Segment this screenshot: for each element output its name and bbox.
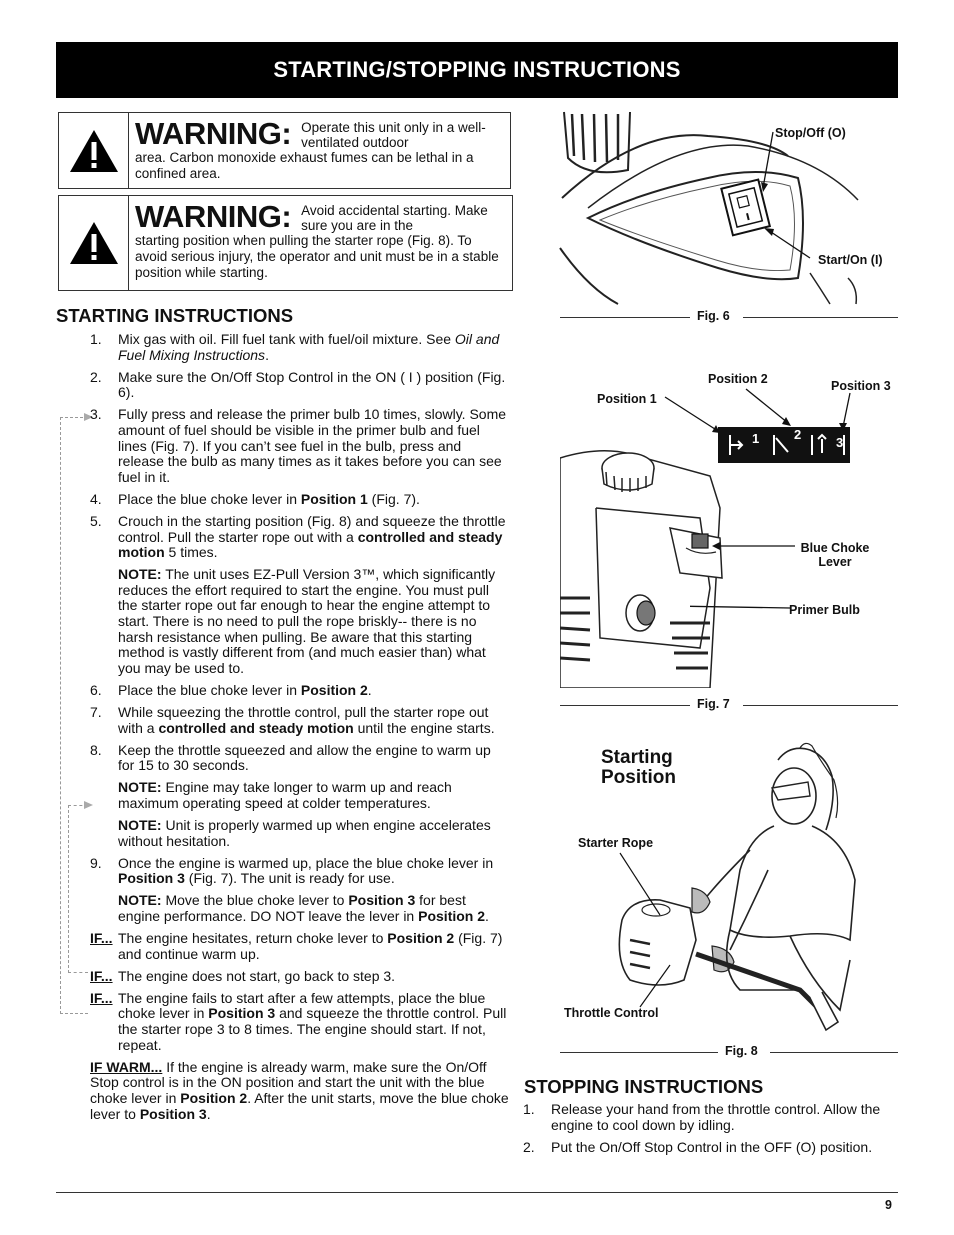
stopping-steps	[523, 1102, 903, 1162]
fig7-rule-left	[560, 705, 690, 706]
if-warm: IF WARM... If the engine is already warm, make sure the On/Off Stop control is in the ON position and start the unit with the blue choke lever in Position 2. After the unit starts, move the blue choke lever to Position 3.	[90, 1058, 509, 1122]
banner-title: STARTING/STOPPING INSTRUCTIONS	[273, 57, 681, 82]
step-7: 7. While squeezing the throttle control, pull the starter rope out with a controlled and steady motion until the engine starts.	[90, 703, 495, 736]
callout-throttle-control: Throttle Control	[564, 1006, 659, 1020]
loop-bracket-note	[68, 805, 88, 973]
fig7-rule-right	[743, 705, 898, 706]
stop-step-2: 2. Put the On/Off Stop Control in the OFF (O) position.	[523, 1138, 873, 1155]
starting-steps	[90, 332, 510, 1122]
starting-heading: STARTING INSTRUCTIONS	[56, 305, 294, 326]
fig8-callout-lines	[600, 845, 680, 1015]
callout-position-3: Position 3	[831, 379, 891, 393]
fig8-label: Fig. 8	[725, 1044, 758, 1058]
if-hesitates: IF... The engine hesitates, return choke lever to Position 2 (Fig. 7) and continue warm up.	[90, 930, 503, 962]
callout-choke-lever: Blue Choke Lever	[800, 541, 870, 569]
warning-triangle-icon	[59, 113, 129, 188]
fig8-rule-left	[560, 1052, 718, 1053]
warning-box-ventilation	[58, 112, 511, 189]
callout-stop-off: Stop/Off (O)	[775, 126, 846, 140]
warning-text: starting position when pulling the starter rope (Fig. 8). To avoid serious injury, the operator and unit must be in a stable position while starting.	[135, 233, 499, 280]
note-cold: NOTE: Engine may take longer to warm up and reach maximum operating speed at colder temperatures.	[118, 779, 452, 811]
callout-starter-rope: Starter Rope	[578, 836, 654, 850]
if-fails: IF... The engine fails to start after a few attempts, place the blue choke lever in Position 3 and squeeze the throttle control. Pull the starter rope 3 to 8 times. The engine should start. If not, repeat.	[90, 989, 507, 1053]
footer-rule	[56, 1192, 898, 1193]
fig6-rule-left	[560, 317, 690, 318]
decal-digit-1: 1	[752, 431, 760, 446]
fig8-rule-right	[770, 1052, 898, 1053]
decal-digit-3: 3	[836, 435, 844, 450]
step-2: 2. Make sure the On/Off Stop Control in the ON ( I ) position (Fig. 6).	[90, 368, 506, 401]
fig6-rule-right	[743, 317, 898, 318]
decal-digit-2: 2	[794, 427, 802, 442]
warning-box-accidental-start	[58, 195, 513, 291]
warning-title: WARNING:	[135, 199, 292, 234]
note-position3: NOTE: Move the blue choke lever to Position 3 for best engine performance. DO NOT leave the lever in Position 2.	[118, 892, 489, 924]
page-banner	[56, 42, 898, 98]
fig7-arrows	[650, 385, 870, 445]
callout-position-2: Position 2	[708, 372, 768, 386]
page-number: 9	[885, 1198, 892, 1212]
stopping-heading: STOPPING INSTRUCTIONS	[524, 1076, 764, 1097]
fig8-title: Starting Position	[601, 747, 676, 788]
step-9: 9. Once the engine is warmed up, place the blue choke lever in Position 3 (Fig. 7). The unit is ready for use.	[90, 854, 494, 887]
fig6-switch-illustration	[558, 108, 898, 308]
callout-start-on: Start/On (I)	[818, 253, 883, 267]
fig7-callout-arrows	[690, 530, 800, 630]
step-3: 3. Fully press and release the primer bulb 10 times, slowly. Some amount of fuel should be visible in the primer bulb and fuel lines (Fig. 7). If you can’t see fuel in the bulb, press and release the bulb as many times as it takes before you can see fuel in it.	[90, 406, 507, 485]
warning-lead: Avoid accidental starting. Make sure you are in the	[301, 203, 488, 233]
callout-primer-bulb: Primer Bulb	[789, 603, 860, 617]
stop-step-1: 1. Release your hand from the throttle control. Allow the engine to cool down by idling.	[523, 1101, 881, 1133]
warning-triangle-icon	[59, 196, 129, 290]
step-5: 5. Crouch in the starting position (Fig. 8) and squeeze the throttle control. Pull the starter rope out with a controlled and steady motion 5 times.	[90, 512, 506, 561]
step-4: 4. Place the blue choke lever in Position 1 (Fig. 7).	[90, 490, 420, 507]
callout-position-1: Position 1	[597, 392, 657, 406]
fig7-label: Fig. 7	[697, 697, 730, 711]
step-8: 8. Keep the throttle squeezed and allow the engine to warm up for 15 to 30 seconds.	[90, 741, 491, 774]
fig6-label: Fig. 6	[697, 309, 730, 323]
note-warmed: NOTE: Unit is properly warmed up when engine accelerates without hesitation.	[118, 817, 491, 849]
warning-text: area. Carbon monoxide exhaust fumes can be lethal in a confined area.	[135, 150, 474, 181]
warning-title: WARNING:	[135, 116, 292, 151]
note-ez-pull: NOTE: The unit uses EZ-Pull Version 3™, which significantly reduces the effort required to start the engine. You must pull the starter rope out far enough to hear the engine attempt to start. There is no need to pull the rope briskly-- there is no harsh resistance when pulling. Be aware that this starting method is vastly different from (and much easier than) what you may be used to.	[118, 566, 496, 676]
warning-lead: Operate this unit only in a well- ventilated outdoor	[301, 120, 486, 150]
if-not-start: IF... The engine does not start, go back to step 3.	[90, 967, 396, 984]
step-1: 1. Mix gas with oil. Fill fuel tank with fuel/oil mixture. See Oil and Fuel Mixing Instructions.	[90, 331, 500, 363]
step-6: 6. Place the blue choke lever in Position 2.	[90, 681, 372, 698]
